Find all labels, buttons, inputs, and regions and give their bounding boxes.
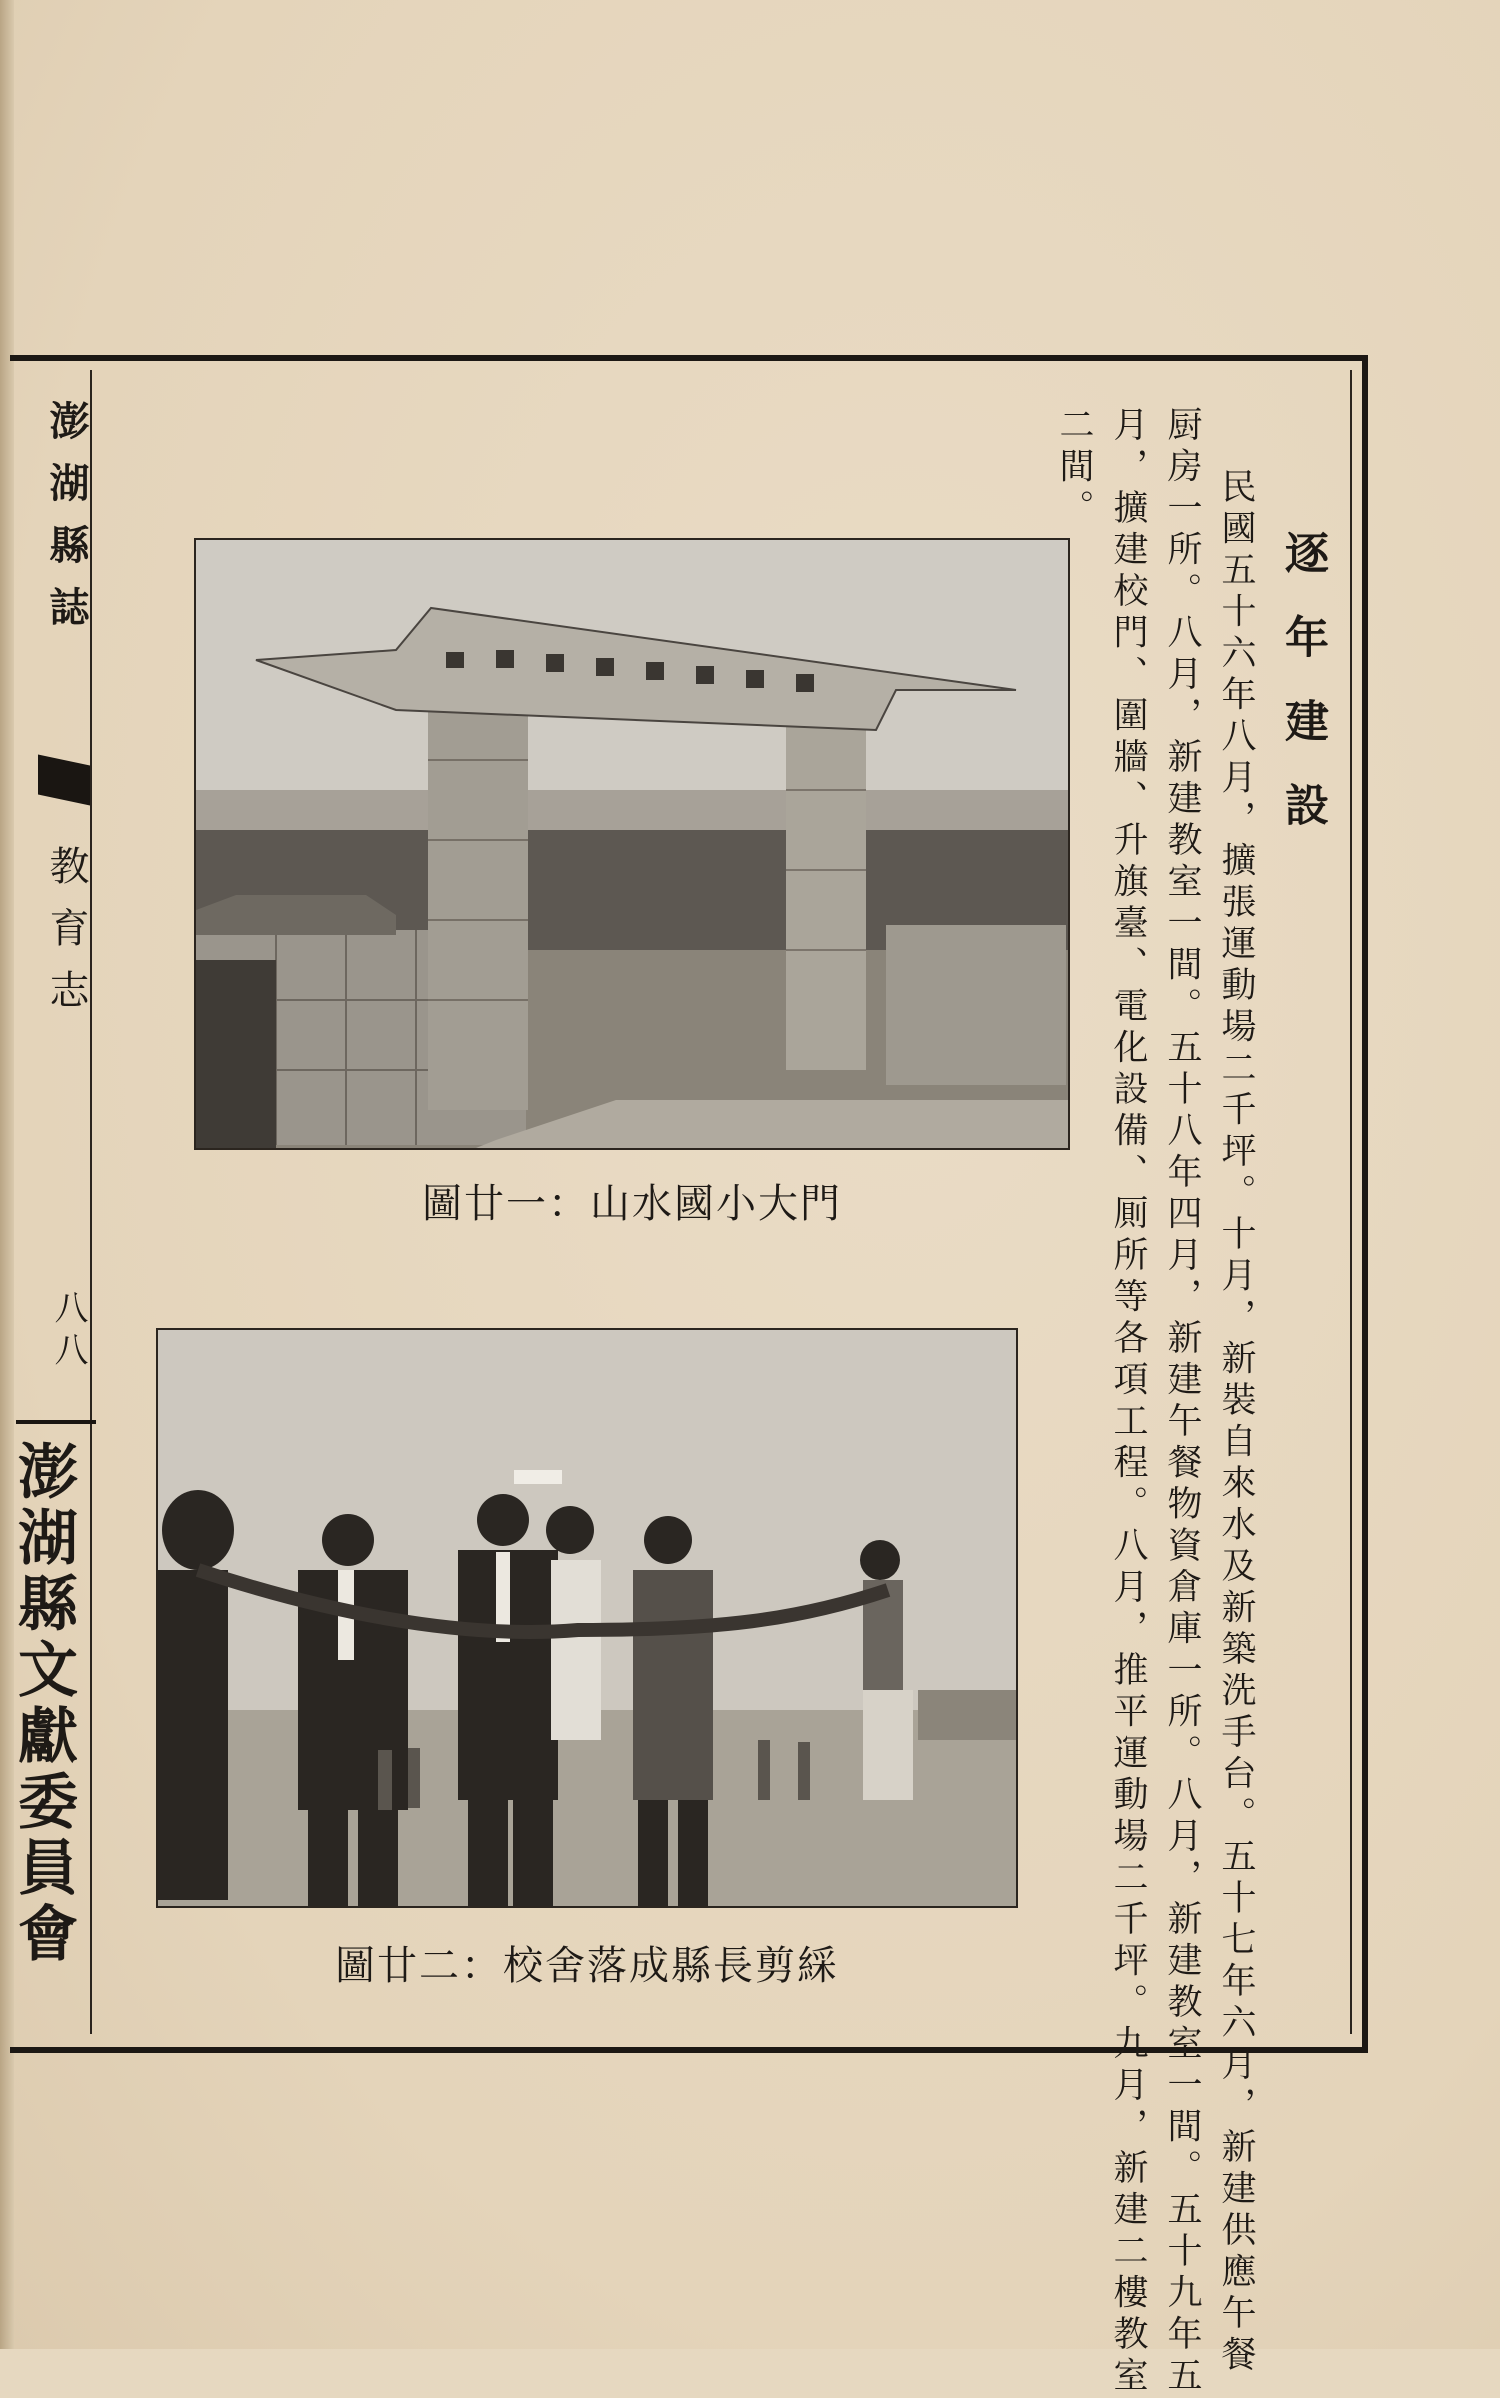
school-gate-illustration [196,540,1068,1148]
body-column-3: 月，擴建校門、圍牆、升旗臺、電化設備、厠所等各項工程。八月，推平運動場二千坪。九月，新建二樓教室 [1108,406,1148,2398]
figure-caption-1: 圖廿一：山水國小大門 [422,1181,842,1227]
article-heading: 逐年建設 [1277,530,1328,866]
margin-section-title: 教育志 [43,845,89,1031]
publisher-name: 澎湖縣文獻委員會 [8,1440,78,1968]
page-number: 八八 [48,1290,88,1374]
body-column-1: 民國五十六年八月，擴張運動場二千坪。十月，新裝自來水及新築洗手台。五十七年六月，新建供應午餐 [1216,468,1256,2377]
body-column-4: 二間。 [1054,406,1094,531]
ribbon-cutting-illustration [158,1330,1016,1906]
photo-school-gate [194,538,1070,1150]
margin-book-title: 澎湖縣誌 [43,400,90,648]
body-column-2: 厨房一所。八月，新建教室一間。五十八年四月，新建午餐物資倉庫一所。八月，新建教室一間。五十九年五 [1162,406,1202,2398]
margin-rule [16,1420,96,1424]
photo-ribbon-cutting [156,1328,1018,1908]
figure-caption-2: 圖廿二：校舍落成縣長剪綵 [335,1943,839,1989]
